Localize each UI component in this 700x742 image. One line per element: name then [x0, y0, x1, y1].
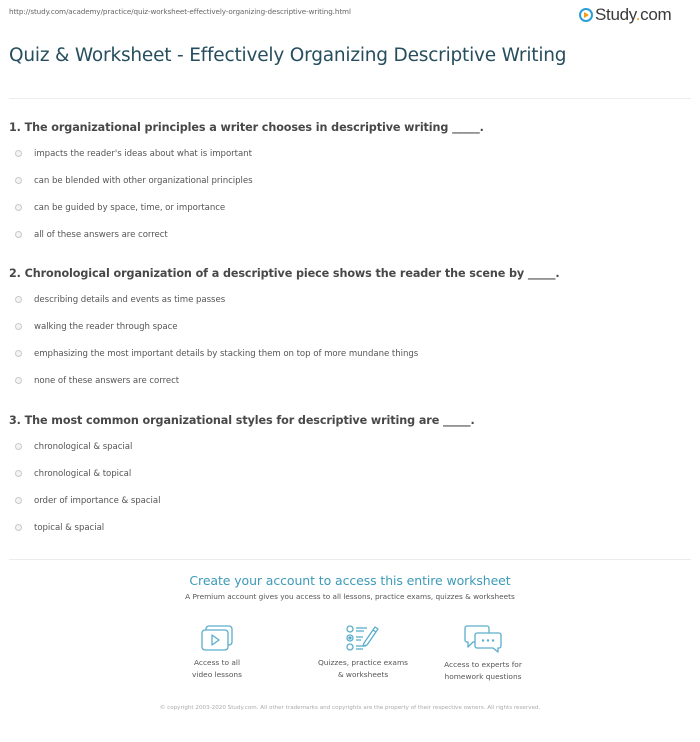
- logo-text: Study.com: [595, 5, 672, 24]
- chat-bubbles-icon: [463, 624, 503, 654]
- premium-cta: [0, 573, 700, 601]
- radio-button[interactable]: [15, 231, 22, 238]
- answer-option[interactable]: [9, 221, 689, 248]
- page-title: Quiz & Worksheet - Effectively Organizing Descriptive Writing: [9, 45, 567, 66]
- answer-option[interactable]: [9, 487, 689, 514]
- feature-label: Access to experts for homework questions: [444, 660, 522, 681]
- divider: [9, 98, 691, 99]
- answer-option[interactable]: [9, 340, 689, 367]
- radio-button[interactable]: [15, 524, 22, 531]
- divider: [9, 559, 691, 560]
- answer-label: can be guided by space, time, or importance: [34, 202, 226, 213]
- answer-option[interactable]: [9, 514, 689, 541]
- answer-option[interactable]: [9, 140, 689, 167]
- answer-option[interactable]: [9, 286, 689, 313]
- answer-option[interactable]: [9, 194, 689, 221]
- play-circle-icon: [579, 8, 593, 22]
- cta-subtitle: A Premium account gives you access to all lessons, practice exams, quizzes & worksheets: [185, 592, 515, 601]
- answer-option[interactable]: [9, 167, 689, 194]
- cta-title[interactable]: Create your account to access this entire worksheet: [189, 573, 511, 588]
- quiz-checklist-icon: [345, 624, 381, 652]
- answer-label: topical & spacial: [34, 522, 105, 533]
- radio-button[interactable]: [15, 443, 22, 450]
- answer-label: can be blended with other organizational principles: [34, 175, 253, 186]
- answer-label: describing details and events as time passes: [34, 294, 226, 305]
- radio-button[interactable]: [15, 177, 22, 184]
- radio-button[interactable]: [15, 350, 22, 357]
- question-2: [9, 267, 689, 394]
- page-url: http://study.com/academy/practice/quiz-worksheet-effectively-organizing-descriptive-writing.html: [9, 7, 351, 16]
- radio-button[interactable]: [15, 377, 22, 384]
- answer-label: emphasizing the most important details by stacking them on top of more mundane things: [34, 348, 419, 359]
- radio-button[interactable]: [15, 323, 22, 330]
- radio-button[interactable]: [15, 470, 22, 477]
- feature-experts: [418, 624, 548, 683]
- answer-label: walking the reader through space: [34, 321, 178, 332]
- question-1: [9, 121, 689, 248]
- answer-label: chronological & topical: [34, 468, 132, 479]
- radio-button[interactable]: [15, 497, 22, 504]
- answer-label: order of importance & spacial: [34, 495, 161, 506]
- feature-video-lessons: [152, 624, 282, 681]
- study-logo[interactable]: [579, 5, 671, 25]
- feature-quizzes: [298, 624, 428, 681]
- question-3: [9, 414, 689, 541]
- answer-option[interactable]: [9, 367, 689, 394]
- answer-option[interactable]: [9, 433, 689, 460]
- answer-label: chronological & spacial: [34, 441, 133, 452]
- answer-label: none of these answers are correct: [34, 375, 180, 386]
- feature-label: Access to all video lessons: [192, 658, 242, 679]
- feature-label: Quizzes, practice exams & worksheets: [317, 658, 408, 679]
- question-text: 2. Chronological organization of a descriptive piece shows the reader the scene by _____.: [9, 267, 560, 280]
- answer-label: impacts the reader's ideas about what is important: [34, 148, 252, 159]
- answer-options: [9, 140, 689, 248]
- answer-options: [9, 286, 689, 394]
- feature-list: [0, 624, 700, 688]
- answer-label: all of these answers are correct: [34, 229, 168, 240]
- copyright-footer: © copyright 2003-2020 Study.com. All other trademarks and copyrights are the property of their respective owners. All rights reserved.: [159, 705, 541, 711]
- radio-button[interactable]: [15, 204, 22, 211]
- video-lessons-icon: [200, 624, 234, 652]
- answer-options: [9, 433, 689, 541]
- question-text: 3. The most common organizational styles for descriptive writing are _____.: [9, 414, 475, 427]
- answer-option[interactable]: [9, 460, 689, 487]
- question-text: 1. The organizational principles a writer chooses in descriptive writing _____.: [9, 121, 484, 134]
- radio-button[interactable]: [15, 150, 22, 157]
- radio-button[interactable]: [15, 296, 22, 303]
- answer-option[interactable]: [9, 313, 689, 340]
